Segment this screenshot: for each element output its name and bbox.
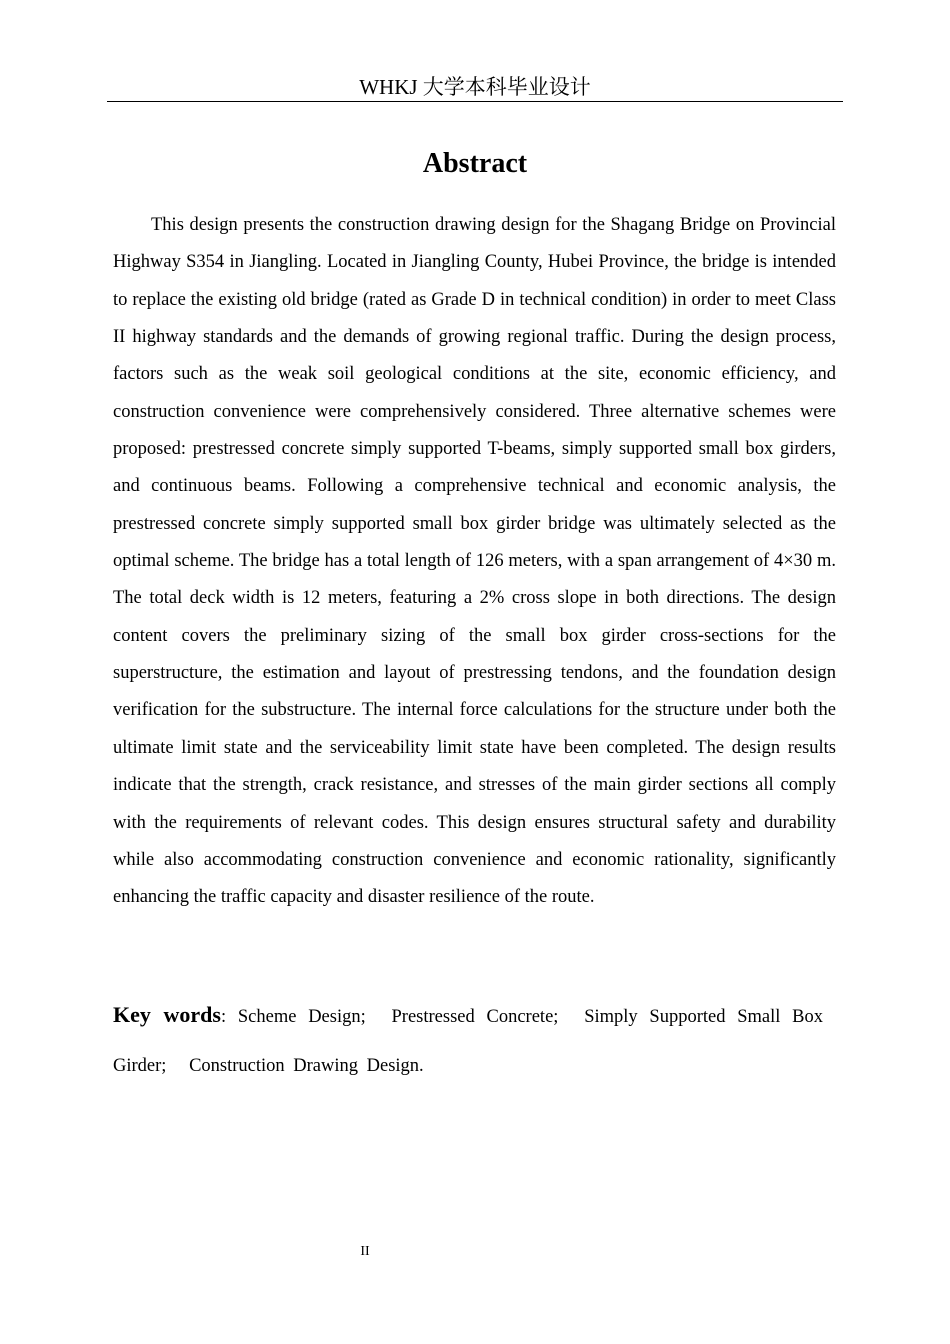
keywords-colon: : (220, 1007, 227, 1027)
page-number: II (360, 1244, 370, 1259)
keywords-line (113, 990, 823, 1091)
keyword-item: Simply Supported Small Box Girder; (113, 1007, 823, 1076)
keyword-item: Prestressed Concrete; (391, 1007, 559, 1027)
keywords-label: Key words (113, 1002, 221, 1027)
abstract-title: Abstract (422, 148, 528, 179)
header-divider (107, 101, 843, 102)
keyword-item: Construction Drawing Design. (189, 1056, 424, 1076)
abstract-body: This design presents the construction drawing design for the Shagang Bridge on Provincial Highway S354 in Jiangling. Located in Jiangling County, Hubei Province, the bridge is intended to replace the existing old bridge (rated as Grade D in technical condition) in order to meet Class II highway standards and the demands of growing regional traffic. During the design process, factors such as the weak soil geological conditions at the site, economic efficiency, and construction convenience were comprehensively considered. Three alternative schemes were proposed: prestressed concrete simply supported T-beams, simply supported small box girders, and continuous beams. Following a comprehensive technical and economic analysis, the prestressed concrete simply supported small box girder bridge was ultimately selected as the optimal scheme. The bridge has a total length of 126 meters, with a span arrangement of 4×30 m. The total deck width is 12 meters, featuring a 2% cross slope in both directions. The design content covers the preliminary sizing of the small box girder cross-sections for the superstructure, the estimation and layout of prestressing tendons, and the foundation design verification for the substructure. The internal force calculations for the structure under both the ultimate limit state and the serviceability limit state have been completed. The design results indicate that the strength, crack resistance, and stresses of the main girder sections all comply with the requirements of relevant codes. This design ensures structural safety and durability while also accommodating construction convenience and economic rationality, significantly enhancing the traffic capacity and disaster resilience of the route. (113, 215, 836, 908)
keyword-item: Scheme Design; (237, 1007, 366, 1027)
page-header: WHKJ 大学本科毕业设计 (359, 75, 591, 99)
